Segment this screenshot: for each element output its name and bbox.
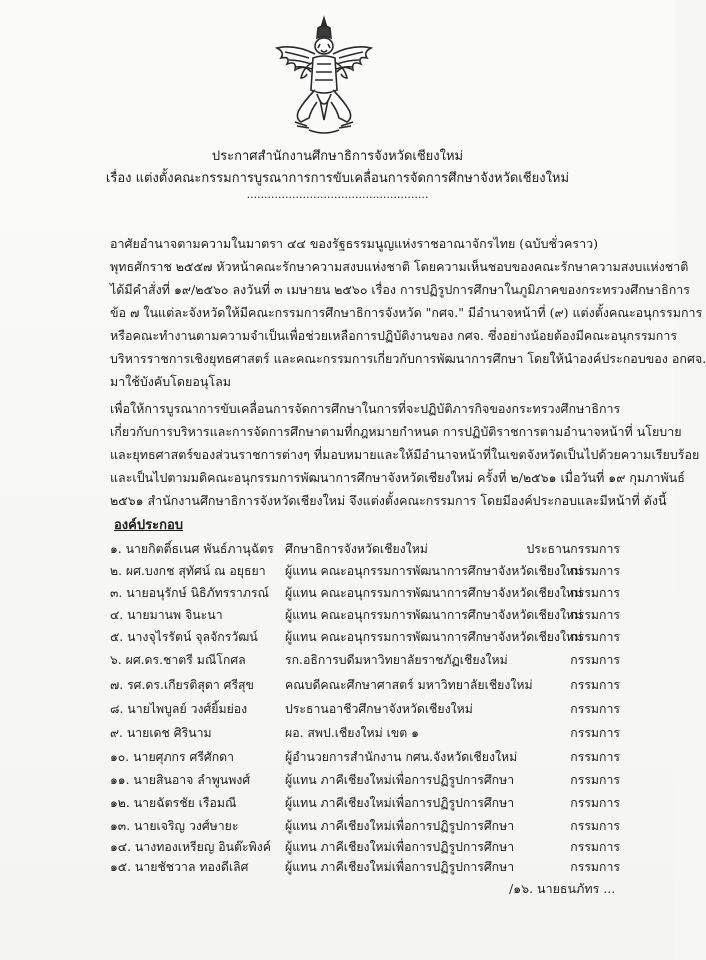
member-position: ผอ. สพป.เชียงใหม่ เขต ๑ <box>285 726 419 740</box>
member-role: กรรมการ <box>570 630 620 644</box>
member-name: ๑๐. นายศุภกร ศรีศักดา <box>110 750 235 764</box>
paragraph-line: เกี่ยวกับการบริหารและการจัดการศึกษาตามที่กฎหมายกำหนด การปฏิบัติราชการตามอำนาจหน้าที่ นโยบาย <box>110 424 682 439</box>
paragraph-line: เพื่อให้การบูรณาการขับเคลื่อนการจัดการศึกษาในการที่จะปฏิบัติภารกิจของกระทรวงศึกษาธิการ <box>110 401 621 416</box>
paragraph-line: ข้อ ๗ ในแต่ละจังหวัดให้มีคณะกรรมการศึกษาธิการจังหวัด "กศจ." มีอำนาจหน้าที่ (๙) แต่งตั้งคณะอนุกรรมการ <box>110 305 703 320</box>
member-role: กรรมการ <box>570 840 620 854</box>
member-role: กรรมการ <box>570 860 620 874</box>
member-role: กรรมการ <box>570 702 620 716</box>
member-position: รก.อธิการบดีมหาวิทยาลัยราชภัฏเชียงใหม่ <box>285 653 508 667</box>
list-item <box>110 628 620 648</box>
member-position: ผู้แทน คณะอนุกรรมการพัฒนาการศึกษาจังหวัดเชียงใหม่ <box>285 608 583 622</box>
paragraph-line: หรือคณะทำงานตามความจำเป็นเพื่อช่วยเหลือการปฏิบัติงานของ กศจ. ซึ่งอย่างน้อยต้องมีคณะอนุกรรมการ <box>110 328 678 343</box>
list-item <box>110 606 620 626</box>
member-name: ๑๕. นายชัชวาล ทองดีเลิศ <box>110 860 249 874</box>
member-name: ๑. นายกิตติ์ธเนศ พันธ์ภานุฉัตร <box>110 542 274 556</box>
member-role: กรรมการ <box>570 796 620 810</box>
paragraph-purpose <box>110 397 700 512</box>
member-name: ๒. ผศ.บงกช สุทัศน์ ณ อยุธยา <box>110 564 266 578</box>
member-name: ๑๒. นายฉัตรชัย เรือมณี <box>110 796 237 810</box>
paragraph-line: อาศัยอำนาจตามความในมาตรา ๔๔ ของรัฐธรรมนูญแห่งราชอาณาจักรไทย (ฉบับชั่วคราว) <box>110 236 599 251</box>
paragraph-line: และยุทธศาสตร์ของส่วนราชการต่างๆ ที่มอบหมายและให้มีอำนาจหน้าที่ในเขตจังหวัดเป็นไปด้วยความเรียบร้อย <box>110 447 700 462</box>
member-position: ผู้แทน ภาคีเชียงใหม่เพื่อการปฏิรูปการศึกษา <box>285 860 515 874</box>
member-position: ผู้แทน ภาคีเชียงใหม่เพื่อการปฏิรูปการศึกษา <box>285 819 515 833</box>
paragraph-line: มาใช้บังคับโดยอนุโลม <box>110 374 232 389</box>
member-name: ๘. นายไพบูลย์ วงศ์ยิ้มย่อง <box>110 702 248 716</box>
paragraph-line: ๒๕๖๑ สำนักงานศึกษาธิการจังหวัดเชียงใหม่ จึงแต่งตั้งคณะกรรมการ โดยมีองค์ประกอบและมีหน้าที่ ดังนี้ <box>110 493 667 508</box>
member-name: ๑๑. นายสินอาจ ลำพูนพงศ์ <box>110 773 251 787</box>
member-role: กรรมการ <box>570 564 620 578</box>
list-item <box>110 858 620 878</box>
member-name: ๗. รศ.ดร.เกียรติสุดา ศรีสุข <box>110 678 254 692</box>
member-name: ๖. ผศ.ดร.ชาตรี มณีโกศล <box>110 653 246 667</box>
member-position: ผู้แทน ภาคีเชียงใหม่เพื่อการปฏิรูปการศึกษา <box>285 840 515 854</box>
garuda-emblem-icon <box>265 14 383 136</box>
title-separator: .................................................... <box>246 188 429 201</box>
member-role: กรรมการ <box>570 678 620 692</box>
member-position: ประธานอาชีวศึกษาจังหวัดเชียงใหม่ <box>285 702 473 716</box>
announcement-subject: เรื่อง แต่งตั้งคณะกรรมการบูรณาการการขับเคลื่อนการจัดการศึกษาจังหวัดเชียงใหม่ <box>105 171 570 186</box>
list-item <box>110 838 620 858</box>
list-item <box>110 540 620 560</box>
member-position: ผู้แทน คณะอนุกรรมการพัฒนาการศึกษาจังหวัดเชียงใหม่ <box>285 630 583 644</box>
member-position: ผู้แทน คณะอนุกรรมการพัฒนาการศึกษาจังหวัดเชียงใหม่ <box>285 564 583 578</box>
member-position: ผู้แทน ภาคีเชียงใหม่เพื่อการปฏิรูปการศึกษา <box>285 796 515 810</box>
member-position: คณบดีคณะศึกษาศาสตร์ มหาวิทยาลัยเชียงใหม่ <box>285 678 533 692</box>
list-item <box>110 748 620 768</box>
paragraph-line: บริหารราชการเชิงยุทธศาสตร์ และคณะกรรมการเกี่ยวกับการพัฒนาการศึกษา โดยให้นำองค์ประกอบของ อกศจ. <box>110 351 706 366</box>
member-name: ๓. นายอนุรักษ์ นิธิภัทรราภรณ์ <box>110 586 269 600</box>
paragraph-line: และเป็นไปตามมติคณะอนุกรรมการพัฒนาการศึกษาจังหวัดเชียงใหม่ ครั้งที่ ๒/๒๕๖๑ เมื่อวันที่ ๑๙ กุมภาพันธ์ <box>110 470 685 485</box>
member-name: ๔. นายมานพ จินะนา <box>110 608 223 622</box>
member-role: กรรมการ <box>570 750 620 764</box>
paragraph-line: ได้มีคำสั่งที่ ๑๙/๒๕๖๐ ลงวันที่ ๓ เมษายน ๒๕๖๐ เรื่อง การปฏิรูปการศึกษาในภูมิภาคของกระทรวงศึกษาธิการ <box>110 282 690 297</box>
member-name: ๕. นางจุไรรัตน์ จุลจักรวัฒน์ <box>110 630 258 644</box>
member-role: กรรมการ <box>570 586 620 600</box>
member-position: ผู้แทน ภาคีเชียงใหม่เพื่อการปฏิรูปการศึกษา <box>285 773 515 787</box>
paragraph-authority <box>110 232 706 393</box>
member-name: ๑๔. นางทองเหรียญ อินต๊ะพิงค์ <box>110 840 271 854</box>
member-position: ผู้อำนวยการสำนักงาน กศน.จังหวัดเชียงใหม่ <box>285 750 518 764</box>
member-role: ประธานกรรมการ <box>526 542 620 556</box>
member-role: กรรมการ <box>570 726 620 740</box>
list-item <box>110 724 620 744</box>
paragraph-line: พุทธศักราช ๒๕๕๗ หัวหน้าคณะรักษาความสงบแห่งชาติ โดยความเห็นชอบของคณะรักษาความสงบแห่งชาติ <box>110 259 689 274</box>
list-item <box>110 562 620 582</box>
list-item <box>110 817 620 837</box>
member-role: กรรมการ <box>570 653 620 667</box>
member-role: กรรมการ <box>570 608 620 622</box>
member-position: ผู้แทน คณะอนุกรรมการพัฒนาการศึกษาจังหวัดเชียงใหม่ <box>285 586 583 600</box>
list-item <box>110 584 620 604</box>
continuation-note: /๑๖. นายธนภัทร ... <box>509 881 616 896</box>
member-name: ๑๓. นายเจริญ วงศ์ษายะ <box>110 819 239 833</box>
list-item <box>110 651 620 671</box>
member-role: กรรมการ <box>570 819 620 833</box>
list-item <box>110 794 620 814</box>
announcement-title: ประกาศสำนักงานศึกษาธิการจังหวัดเชียงใหม่ <box>211 149 464 164</box>
list-item <box>110 700 620 720</box>
member-position: ศึกษาธิการจังหวัดเชียงใหม่ <box>285 542 428 556</box>
member-role: กรรมการ <box>570 773 620 787</box>
section-heading: องค์ประกอบ <box>114 518 183 533</box>
member-name: ๙. นายเดช ศิรินาม <box>110 726 212 740</box>
list-item <box>110 676 620 696</box>
list-item <box>110 771 620 791</box>
